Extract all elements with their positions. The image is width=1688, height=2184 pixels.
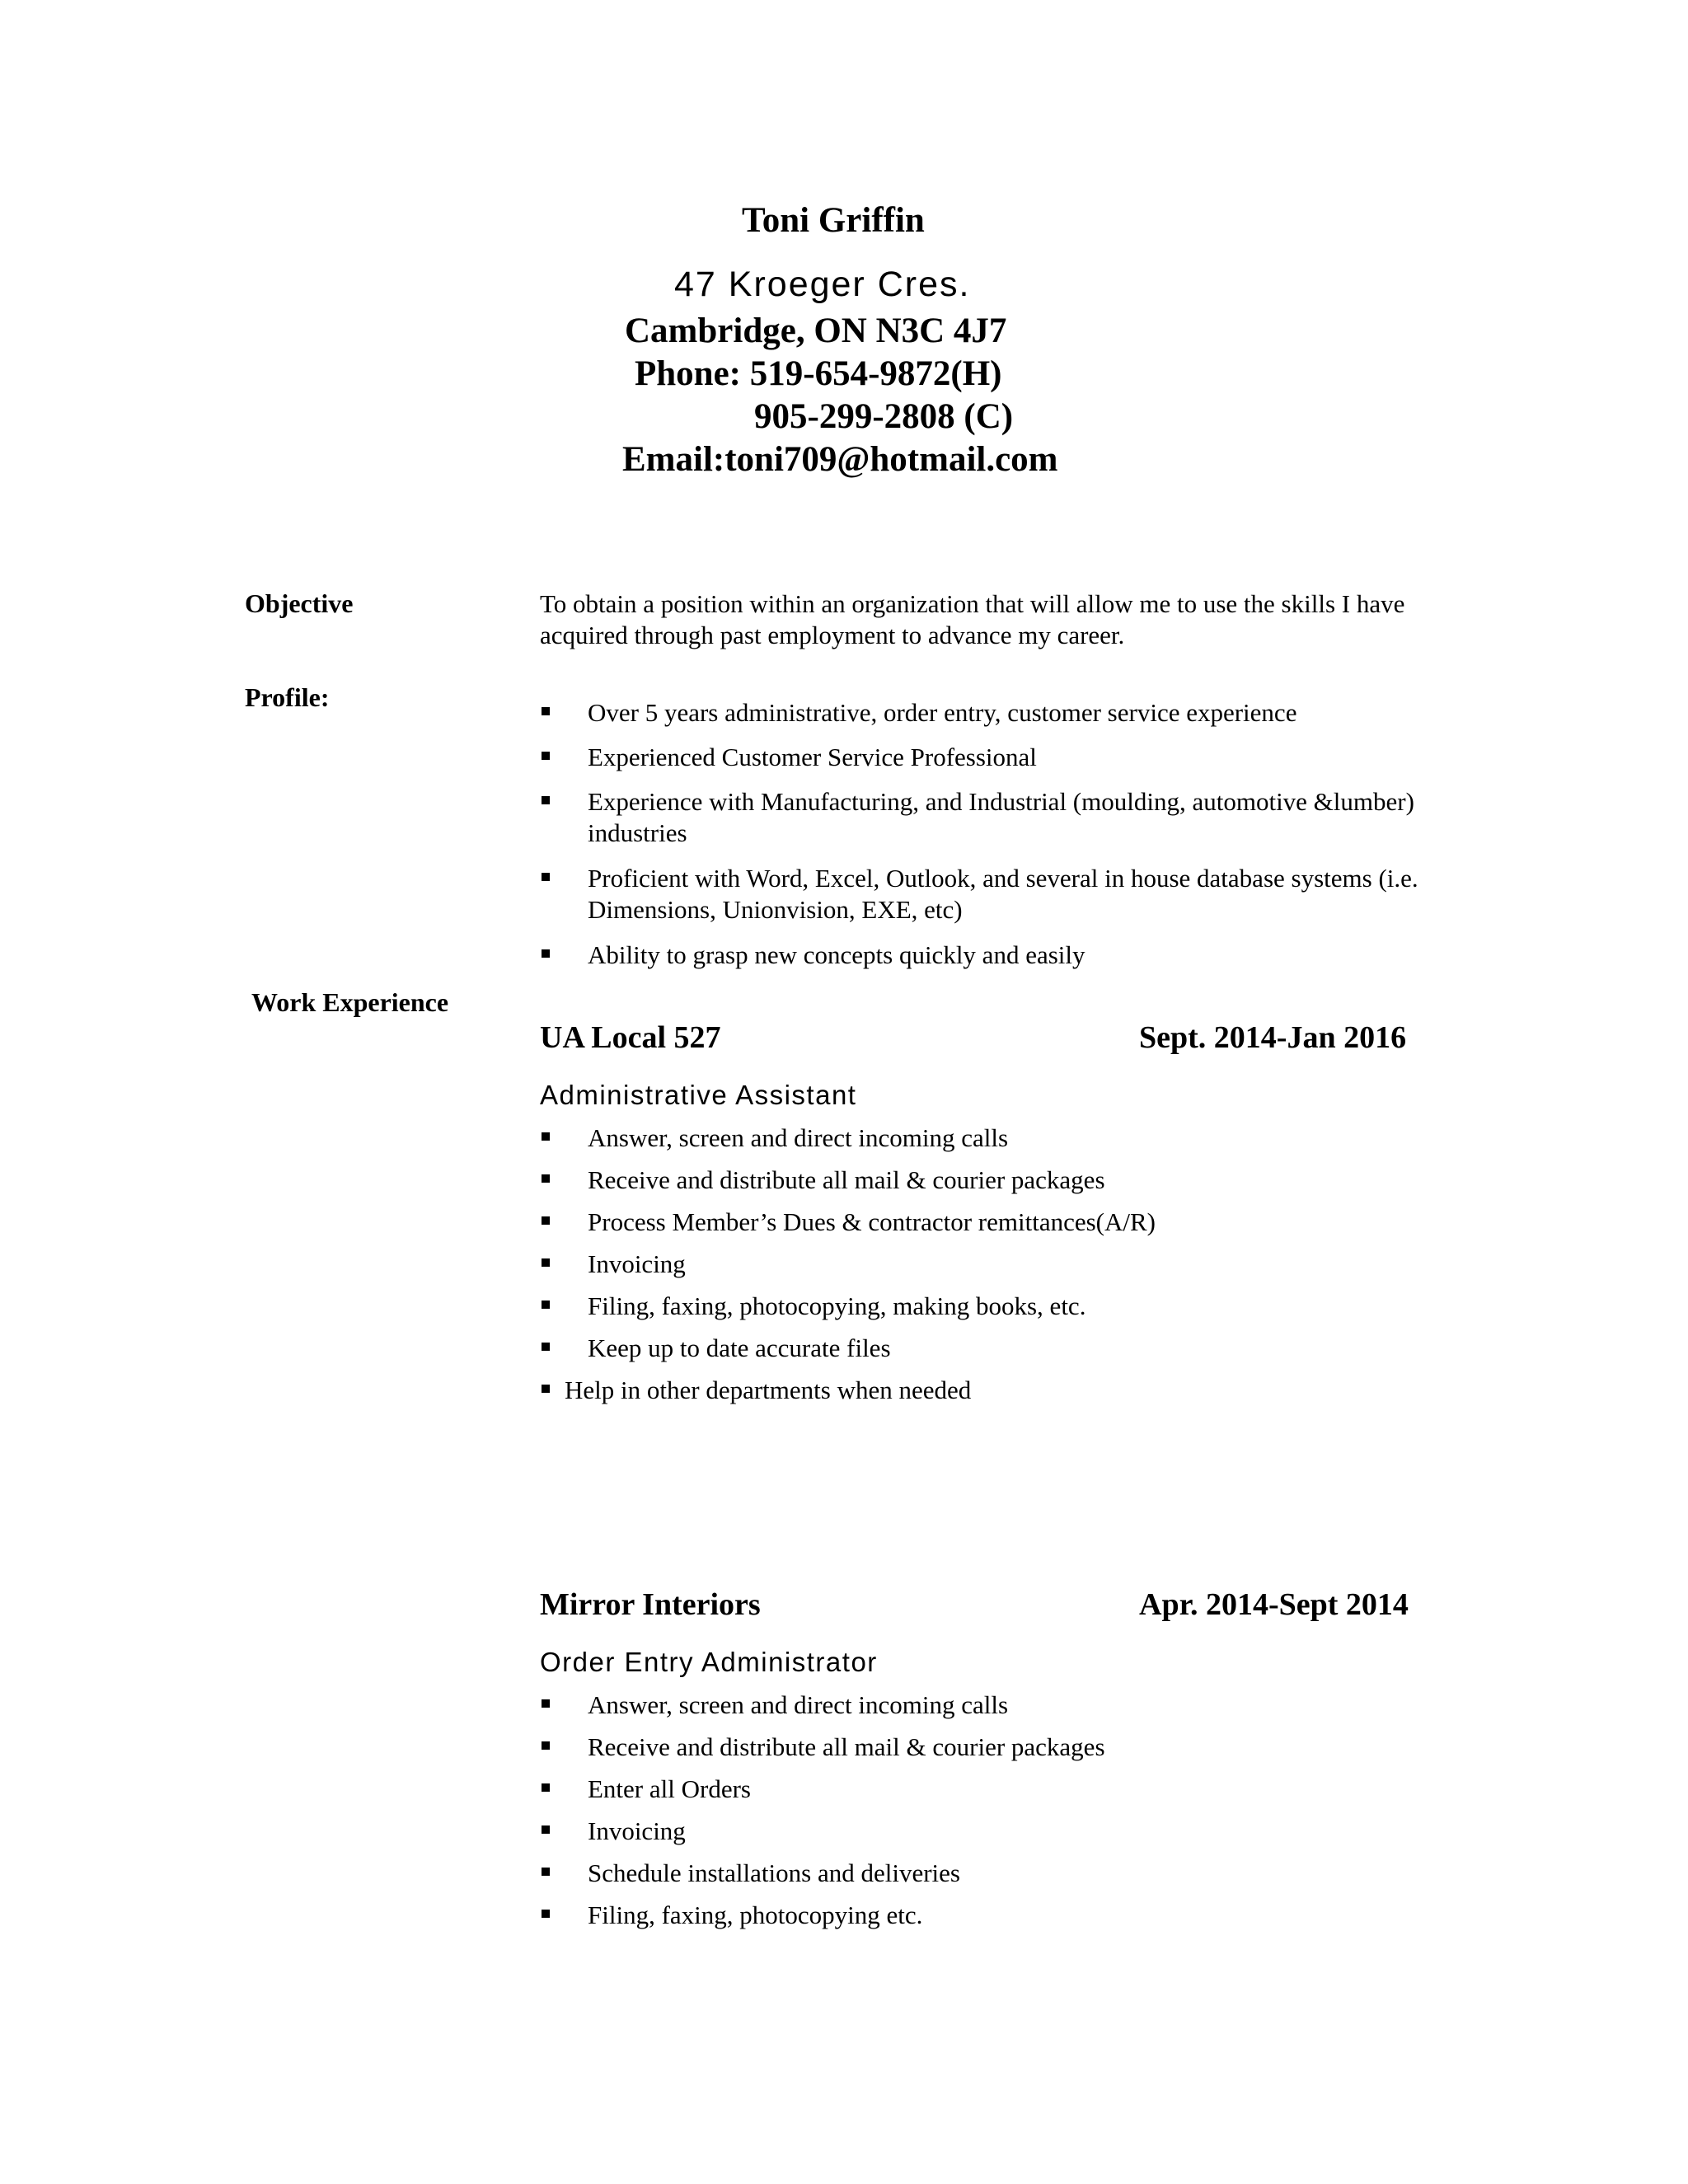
work-experience-label: Work Experience bbox=[251, 987, 449, 1017]
duty-item: Invoicing bbox=[540, 1815, 1282, 1848]
bullet-icon bbox=[542, 1343, 550, 1351]
duty-item: Answer, screen and direct incoming calls bbox=[540, 1122, 1282, 1155]
duty-item: Invoicing bbox=[540, 1248, 1282, 1281]
job-dates: Sept. 2014-Jan 2016 bbox=[1139, 1020, 1407, 1055]
bullet-icon bbox=[542, 752, 550, 760]
bullet-icon bbox=[542, 1258, 550, 1267]
duty-item: Receive and distribute all mail & courier packages bbox=[540, 1164, 1282, 1197]
bullet-icon bbox=[542, 707, 550, 715]
job-company: UA Local 527 bbox=[540, 1020, 721, 1055]
bullet-icon bbox=[542, 1174, 550, 1183]
duty-item: Answer, screen and direct incoming calls bbox=[540, 1689, 1282, 1722]
duty-item: Filing, faxing, photocopying etc. bbox=[540, 1899, 1282, 1932]
bullet-icon bbox=[542, 1910, 550, 1918]
phone-cell: 905-299-2808 (C) bbox=[754, 397, 1014, 436]
bullet-icon bbox=[542, 1868, 550, 1876]
bullet-icon bbox=[542, 1216, 550, 1225]
email-address: Email:toni709@hotmail.com bbox=[622, 440, 1058, 479]
bullet-icon bbox=[542, 1825, 550, 1834]
bullet-icon bbox=[542, 1699, 550, 1708]
bullet-icon bbox=[542, 1301, 550, 1309]
duty-item: Process Member’s Dues & contractor remittances(A/R) bbox=[540, 1206, 1282, 1239]
bullet-icon bbox=[542, 796, 550, 804]
objective-line-2: acquired through past employment to advance my career. bbox=[540, 621, 1125, 649]
bullet-icon bbox=[542, 873, 550, 881]
duty-item: Keep up to date accurate files bbox=[540, 1332, 1282, 1365]
bullet-icon bbox=[542, 1741, 550, 1750]
objective-label: Objective bbox=[245, 588, 354, 618]
duty-item: Help in other departments when needed bbox=[540, 1374, 1282, 1407]
duty-item: Enter all Orders bbox=[540, 1773, 1282, 1806]
bullet-icon bbox=[542, 1132, 550, 1141]
address-city: Cambridge, ON N3C 4J7 bbox=[625, 312, 1007, 350]
bullet-icon bbox=[542, 949, 550, 958]
profile-label: Profile: bbox=[245, 682, 330, 712]
job-title: Order Entry Administrator bbox=[540, 1647, 878, 1677]
duty-item: Schedule installations and deliveries bbox=[540, 1857, 1282, 1890]
job-dates: Apr. 2014-Sept 2014 bbox=[1139, 1587, 1409, 1622]
job-company: Mirror Interiors bbox=[540, 1587, 761, 1622]
job-title: Administrative Assistant bbox=[540, 1080, 857, 1110]
phone-home: Phone: 519-654-9872(H) bbox=[635, 354, 1002, 393]
duty-item: Filing, faxing, photocopying, making books, etc. bbox=[540, 1290, 1282, 1323]
duty-item: Receive and distribute all mail & courier packages bbox=[540, 1731, 1282, 1764]
bullet-icon bbox=[542, 1385, 550, 1393]
resume-name: Toni Griffin bbox=[742, 201, 925, 240]
address-street: 47 Kroeger Cres. bbox=[674, 265, 971, 304]
objective-line-1: To obtain a position within an organization that will allow me to use the skills I have bbox=[540, 589, 1405, 618]
bullet-icon bbox=[542, 1783, 550, 1792]
